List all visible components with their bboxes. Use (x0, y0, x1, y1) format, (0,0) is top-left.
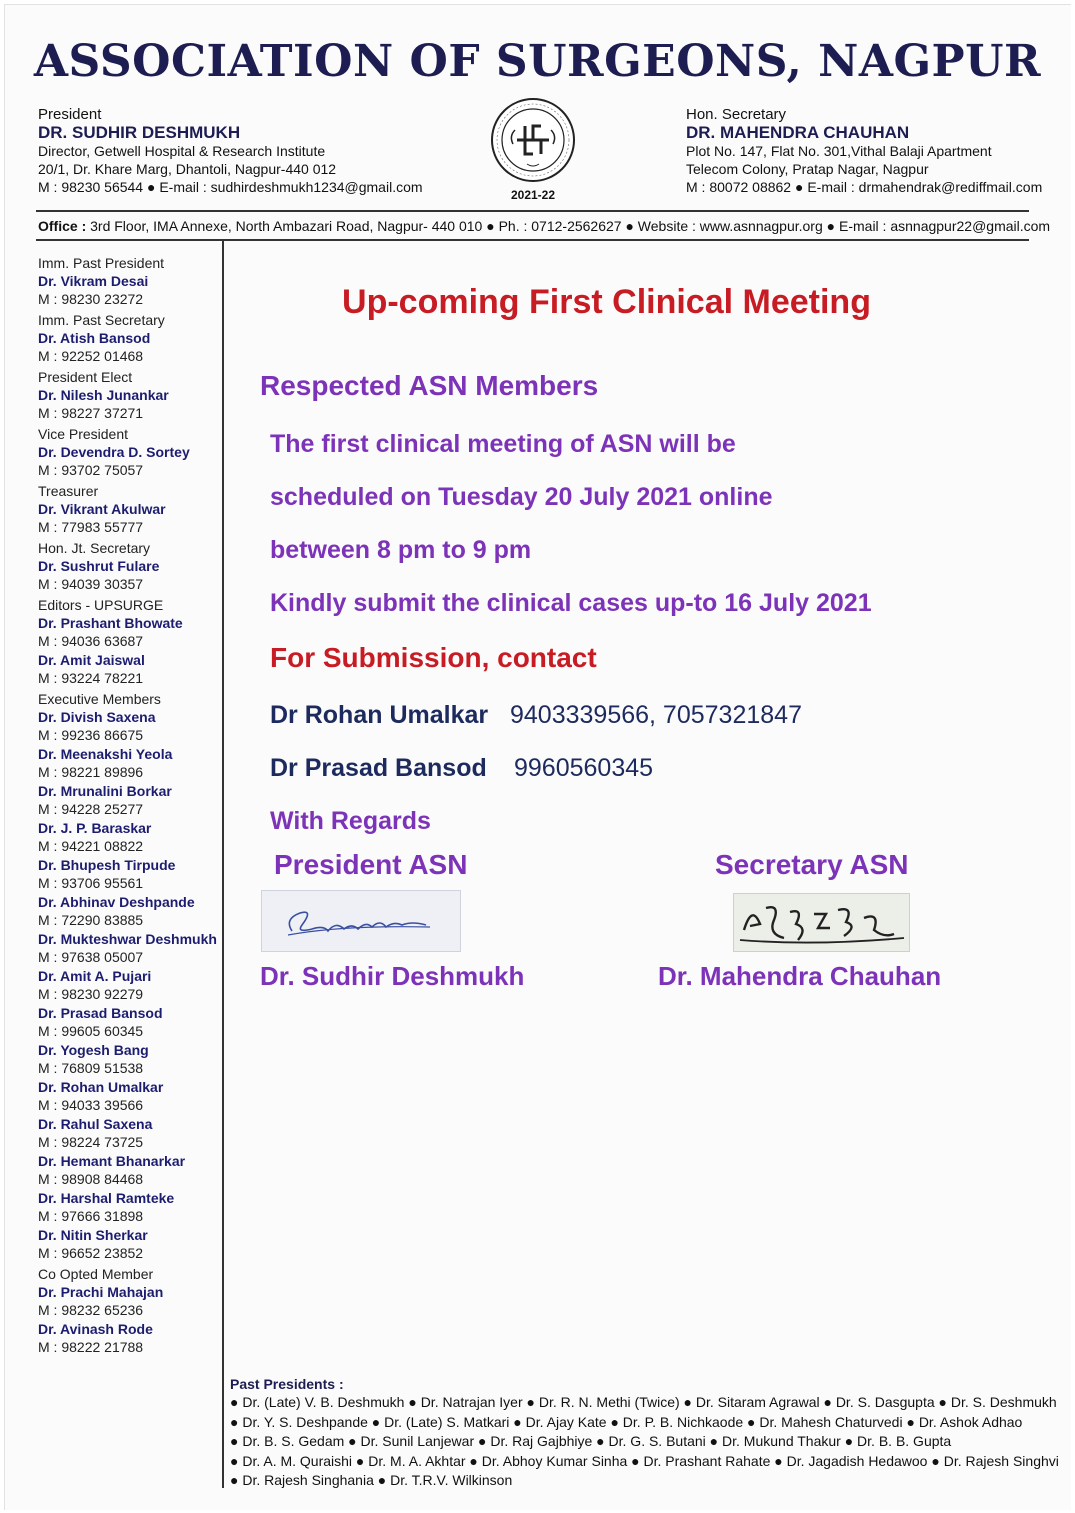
committee-member-name: Dr. Meenakshi Yeola (38, 746, 173, 762)
committee-member-mobile: M : 94228 25277 (38, 801, 144, 817)
committee-member-mobile: M : 72290 83885 (38, 912, 144, 928)
committee-member-name: Dr. Sushrut Fulare (38, 558, 160, 574)
committee-member-mobile: M : 92252 01468 (38, 348, 144, 364)
sidebar-divider (222, 240, 224, 1488)
contact-phone-1: 9403339566, 7057321847 (510, 701, 802, 729)
secretary-sign-title: Secretary ASN (715, 849, 909, 880)
past-presidents-block (230, 1375, 1059, 1491)
committee-sidebar (38, 252, 220, 1357)
secretary-line2: Telecom Colony, Pratap Nagar, Nagpur (686, 161, 929, 177)
contact-name-1: Dr Rohan Umalkar (270, 701, 489, 729)
president-signature (261, 890, 461, 952)
president-line1: Director, Getwell Hospital & Research Institute (38, 143, 326, 159)
past-presidents-row: ● Dr. (Late) V. B. Deshmukh ● Dr. Natrajan Iyer ● Dr. R. N. Methi (Twice) ● Dr. Sitaram Agrawal ● Dr. S. Dasgupta ● Dr. S. Deshmukh (230, 1394, 1057, 1410)
committee-member-name: Dr. Prasad Bansod (38, 1005, 163, 1021)
notice-line-3: between 8 pm to 9 pm (270, 536, 532, 564)
committee-member-mobile: M : 97666 31898 (38, 1208, 144, 1224)
committee-member-name: Dr. Atish Bansod (38, 330, 151, 346)
notice-line-2: scheduled on Tuesday 20 July 2021 online (270, 483, 773, 511)
header-divider-bottom (36, 239, 1029, 241)
secretary-block (686, 106, 1042, 196)
committee-member-name: Dr. Harshal Ramteke (38, 1190, 175, 1206)
committee-member-name: Dr. Abhinav Deshpande (38, 894, 195, 910)
committee-member-mobile: M : 77983 55777 (38, 519, 144, 535)
office-address-line (38, 218, 1051, 234)
committee-role: Co Opted Member (38, 1266, 154, 1282)
association-title: ASSOCIATION OF SURGEONS, NAGPUR (33, 36, 1042, 87)
committee-member-name: Dr. Nilesh Junankar (38, 387, 169, 403)
president-name: DR. SUDHIR DESHMUKH (38, 123, 241, 142)
president-role: President (38, 106, 102, 123)
office-label: Office : (38, 218, 87, 234)
committee-member-mobile: M : 93706 95561 (38, 875, 144, 891)
committee-member-mobile: M : 94033 39566 (38, 1097, 144, 1113)
salutation: Respected ASN Members (260, 370, 599, 401)
committee-member-mobile: M : 93702 75057 (38, 462, 144, 478)
committee-member-name: Dr. Vikram Desai (38, 273, 149, 289)
president-contact: M : 98230 56544 ● E-mail : sudhirdeshmukh1234@gmail.com (38, 179, 423, 195)
committee-member-name: Dr. Amit Jaiswal (38, 652, 145, 668)
president-line2: 20/1, Dr. Khare Marg, Dhantoli, Nagpur-440 012 (38, 161, 337, 177)
contact-name-2: Dr Prasad Bansod (270, 754, 487, 782)
committee-member-name: Dr. Rohan Umalkar (38, 1079, 164, 1095)
committee-member-mobile: M : 98227 37271 (38, 405, 144, 421)
past-presidents-row: ● Dr. A. M. Quraishi ● Dr. M. A. Akhtar ● Dr. Abhoy Kumar Sinha ● Dr. Prashant Rahate ● Dr. Jagadish Hedawoo ● Dr. Rajesh Singhvi (230, 1452, 1059, 1469)
committee-role: Vice President (38, 426, 129, 442)
secretary-sign-name: Dr. Mahendra Chauhan (658, 961, 942, 991)
committee-member-name: Dr. Avinash Rode (38, 1321, 153, 1337)
committee-role: Editors - UPSURGE (38, 597, 164, 613)
office-text: 3rd Floor, IMA Annexe, North Ambazari Road, Nagpur- 440 010 ● Ph. : 0712-2562627 ● Website : www.asnnagpur.org ● E-mail : asnnagpur22@gmail.com (86, 218, 1051, 234)
committee-member-name: Dr. Vikrant Akulwar (38, 501, 166, 517)
committee-member-mobile: M : 98230 23272 (38, 291, 144, 307)
president-block (38, 106, 423, 196)
committee-member-mobile: M : 76809 51538 (38, 1060, 144, 1076)
committee-member-name: Dr. Hemant Bhanarkar (38, 1153, 186, 1169)
secretary-contact: M : 80072 08862 ● E-mail : drmahendrak@rediffmail.com (686, 179, 1043, 195)
committee-role: Executive Members (38, 691, 161, 707)
committee-member-mobile: M : 98224 73725 (38, 1134, 144, 1150)
committee-member-mobile: M : 94036 63687 (38, 633, 144, 649)
committee-role: Imm. Past Secretary (38, 312, 165, 328)
committee-member-name: Dr. Devendra D. Sortey (38, 444, 190, 460)
notice-title: Up-coming First Clinical Meeting (342, 283, 871, 321)
committee-member-name: Dr. Prachi Mahajan (38, 1284, 164, 1300)
president-sign-title: President ASN (274, 849, 468, 880)
committee-member-mobile: M : 98908 84468 (38, 1171, 144, 1187)
secretary-line1: Plot No. 147, Flat No. 301,Vithal Balaji Apartment (686, 143, 992, 159)
header-divider-top (36, 210, 1029, 212)
committee-member-name: Dr. Mrunalini Borkar (38, 783, 172, 799)
past-presidents-label: Past Presidents : (230, 1376, 344, 1392)
committee-role: Hon. Jt. Secretary (38, 540, 151, 556)
contact-phone-2: 9960560345 (514, 754, 654, 782)
past-presidents-row: ● Dr. Y. S. Deshpande ● Dr. (Late) S. Matkari ● Dr. Ajay Kate ● Dr. P. B. Nichkaode ● Dr. Mahesh Chaturvedi ● Dr. Ashok Adhao (230, 1413, 1023, 1430)
president-sign-name: Dr. Sudhir Deshmukh (260, 961, 525, 991)
committee-member-mobile: M : 98230 92279 (38, 986, 144, 1002)
regards-text: With Regards (270, 807, 431, 835)
notice-line-1: The first clinical meeting of ASN will be (270, 430, 736, 458)
committee-member-mobile: M : 99236 86675 (38, 727, 144, 743)
committee-role: Treasurer (38, 483, 99, 499)
committee-member-mobile: M : 94039 30357 (38, 576, 144, 592)
committee-member-name: Dr. Mukteshwar Deshmukh (38, 931, 217, 947)
secretary-name: DR. MAHENDRA CHAUHAN (686, 123, 910, 142)
seal-year: 2021-22 (510, 188, 556, 202)
committee-member-mobile: M : 93224 78221 (38, 670, 144, 686)
committee-member-mobile: M : 98221 89896 (38, 764, 144, 780)
secretary-signature (733, 893, 910, 952)
committee-member-name: Dr. Bhupesh Tirpude (38, 857, 176, 873)
committee-member-mobile: M : 98232 65236 (38, 1302, 144, 1318)
committee-member-name: Dr. Amit A. Pujari (38, 968, 152, 984)
past-presidents-row: ● Dr. Rajesh Singhania ● Dr. T.R.V. Wilkinson (230, 1472, 513, 1488)
committee-member-name: Dr. Prashant Bhowate (38, 615, 183, 631)
submission-heading: For Submission, contact (270, 642, 597, 673)
committee-member-name: Dr. Yogesh Bang (38, 1042, 149, 1058)
committee-member-mobile: M : 96652 23852 (38, 1245, 144, 1261)
committee-member-mobile: M : 94221 08822 (38, 838, 144, 854)
past-presidents-row: ● Dr. B. S. Gedam ● Dr. Sunil Lanjewar ● Dr. Raj Gajbhiye ● Dr. G. S. Butani ● Dr. Mukund Thakur ● Dr. B. B. Gupta (230, 1433, 952, 1449)
president-signature-icon (262, 891, 460, 951)
committee-member-name: Dr. Divish Saxena (38, 709, 156, 725)
notice-line-4: Kindly submit the clinical cases up-to 16 July 2021 (270, 589, 872, 617)
committee-member-mobile: M : 97638 05007 (38, 949, 144, 965)
secretary-role: Hon. Secretary (686, 106, 787, 123)
committee-member-name: Dr. J. P. Baraskar (38, 820, 152, 836)
committee-member-mobile: M : 99605 60345 (38, 1023, 144, 1039)
committee-role: President Elect (38, 369, 133, 385)
committee-member-mobile: M : 98222 21788 (38, 1339, 144, 1355)
secretary-signature-icon (734, 894, 909, 951)
committee-member-name: Dr. Rahul Saxena (38, 1116, 153, 1132)
committee-role: Imm. Past President (38, 255, 165, 271)
committee-member-name: Dr. Nitin Sherkar (38, 1227, 148, 1243)
